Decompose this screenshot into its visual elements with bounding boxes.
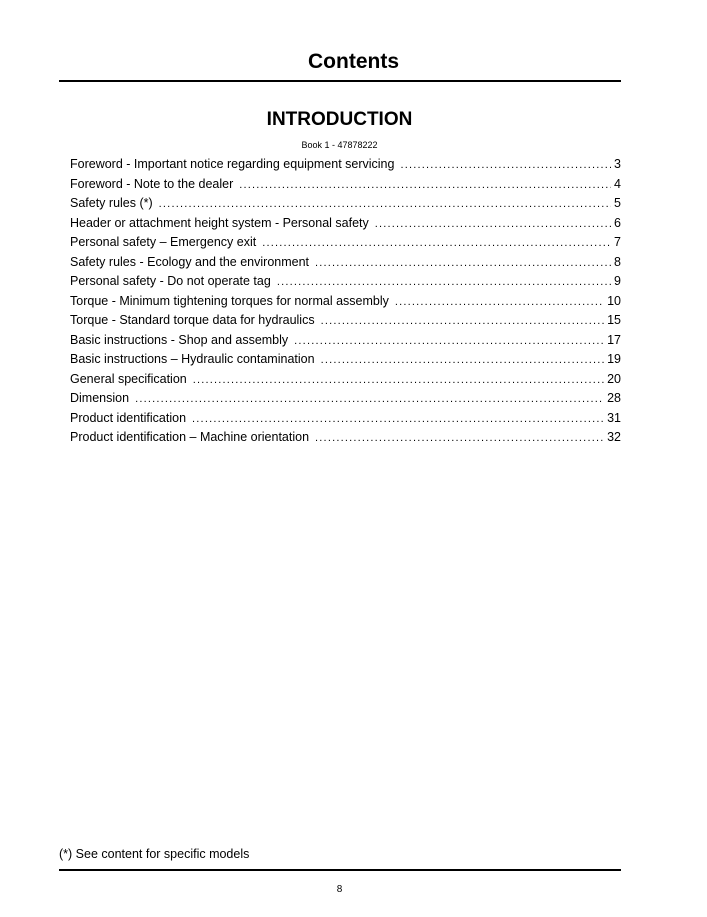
toc-entry-page: 15 <box>607 313 621 327</box>
toc-entry-label: Basic instructions – Hydraulic contamination <box>70 352 315 366</box>
dot-leader <box>193 371 604 390</box>
toc-entry-label: Safety rules (*) <box>70 196 153 210</box>
toc-entry-page: 7 <box>614 235 621 249</box>
toc-entry[interactable] <box>70 214 621 234</box>
toc-entry[interactable] <box>70 155 621 175</box>
toc-entry-page: 5 <box>614 196 621 210</box>
toc-entry[interactable] <box>70 428 621 448</box>
toc-entry-page: 17 <box>607 332 621 347</box>
toc-entry-label: Foreword - Important notice regarding equipment servicing <box>70 157 395 171</box>
toc-entry-label: Foreword - Note to the dealer <box>70 176 234 191</box>
dot-leader <box>277 273 611 292</box>
toc-entry-label: Basic instructions - Shop and assembly <box>70 332 289 347</box>
dot-leader <box>315 254 611 273</box>
toc-entry-label: Torque - Minimum tightening torques for normal assembly <box>70 293 389 308</box>
dot-leader <box>315 429 604 448</box>
toc-entry[interactable] <box>70 350 621 370</box>
dot-leader <box>395 293 604 312</box>
toc-entry-label: Product identification – Machine orientation <box>70 430 310 444</box>
toc-entry-page: 19 <box>607 352 621 366</box>
toc-entry-label: Torque - Standard torque data for hydraulics <box>70 313 315 327</box>
footnote: (*) See content for specific models <box>59 847 250 861</box>
top-divider <box>59 80 621 82</box>
dot-leader <box>239 176 611 195</box>
section-title: INTRODUCTION <box>266 109 413 130</box>
bottom-divider <box>59 869 621 871</box>
toc-entry-page: 10 <box>607 293 621 308</box>
toc-entry-label: Header or attachment height system - Personal safety <box>70 215 369 230</box>
dot-leader <box>400 156 611 175</box>
toc-entry[interactable] <box>70 272 621 292</box>
toc-entry-label: Personal safety - Do not operate tag <box>70 274 271 288</box>
toc-entry[interactable] <box>70 253 621 273</box>
toc-entry-label: Dimension <box>70 391 130 405</box>
toc-entry[interactable] <box>70 370 621 390</box>
toc-entry-page: 6 <box>614 215 621 230</box>
toc-entry[interactable] <box>70 409 621 429</box>
page-title: Contents <box>308 50 399 73</box>
toc-entry-label: Safety rules - Ecology and the environment <box>70 254 310 269</box>
book-reference: Book 1 - 47878222 <box>301 140 378 150</box>
dot-leader <box>321 312 605 331</box>
toc-entry-label: General specification <box>70 371 187 386</box>
toc-entry[interactable] <box>70 331 621 351</box>
toc-entry[interactable] <box>70 194 621 214</box>
toc-entry[interactable] <box>70 175 621 195</box>
dot-leader <box>294 332 604 351</box>
toc-entry[interactable] <box>70 311 621 331</box>
dot-leader <box>192 410 604 429</box>
dot-leader <box>135 390 604 409</box>
toc-entry-page: 9 <box>614 274 621 288</box>
toc-entry[interactable] <box>70 233 621 253</box>
toc-entry-page: 4 <box>614 176 621 191</box>
table-of-contents <box>70 155 621 448</box>
page-number: 8 <box>336 884 343 895</box>
toc-entry-page: 3 <box>614 157 621 171</box>
toc-entry-page: 28 <box>607 391 621 405</box>
toc-entry-page: 8 <box>614 254 621 269</box>
toc-entry-page: 32 <box>607 430 621 444</box>
toc-entry-page: 31 <box>607 410 621 425</box>
dot-leader <box>375 215 611 234</box>
toc-entry[interactable] <box>70 389 621 409</box>
dot-leader <box>262 234 611 253</box>
toc-entry-label: Product identification <box>70 410 187 425</box>
toc-entry-label: Personal safety – Emergency exit <box>70 235 257 249</box>
toc-entry[interactable] <box>70 292 621 312</box>
dot-leader <box>159 195 611 214</box>
dot-leader <box>321 351 605 370</box>
toc-entry-page: 20 <box>607 371 621 386</box>
